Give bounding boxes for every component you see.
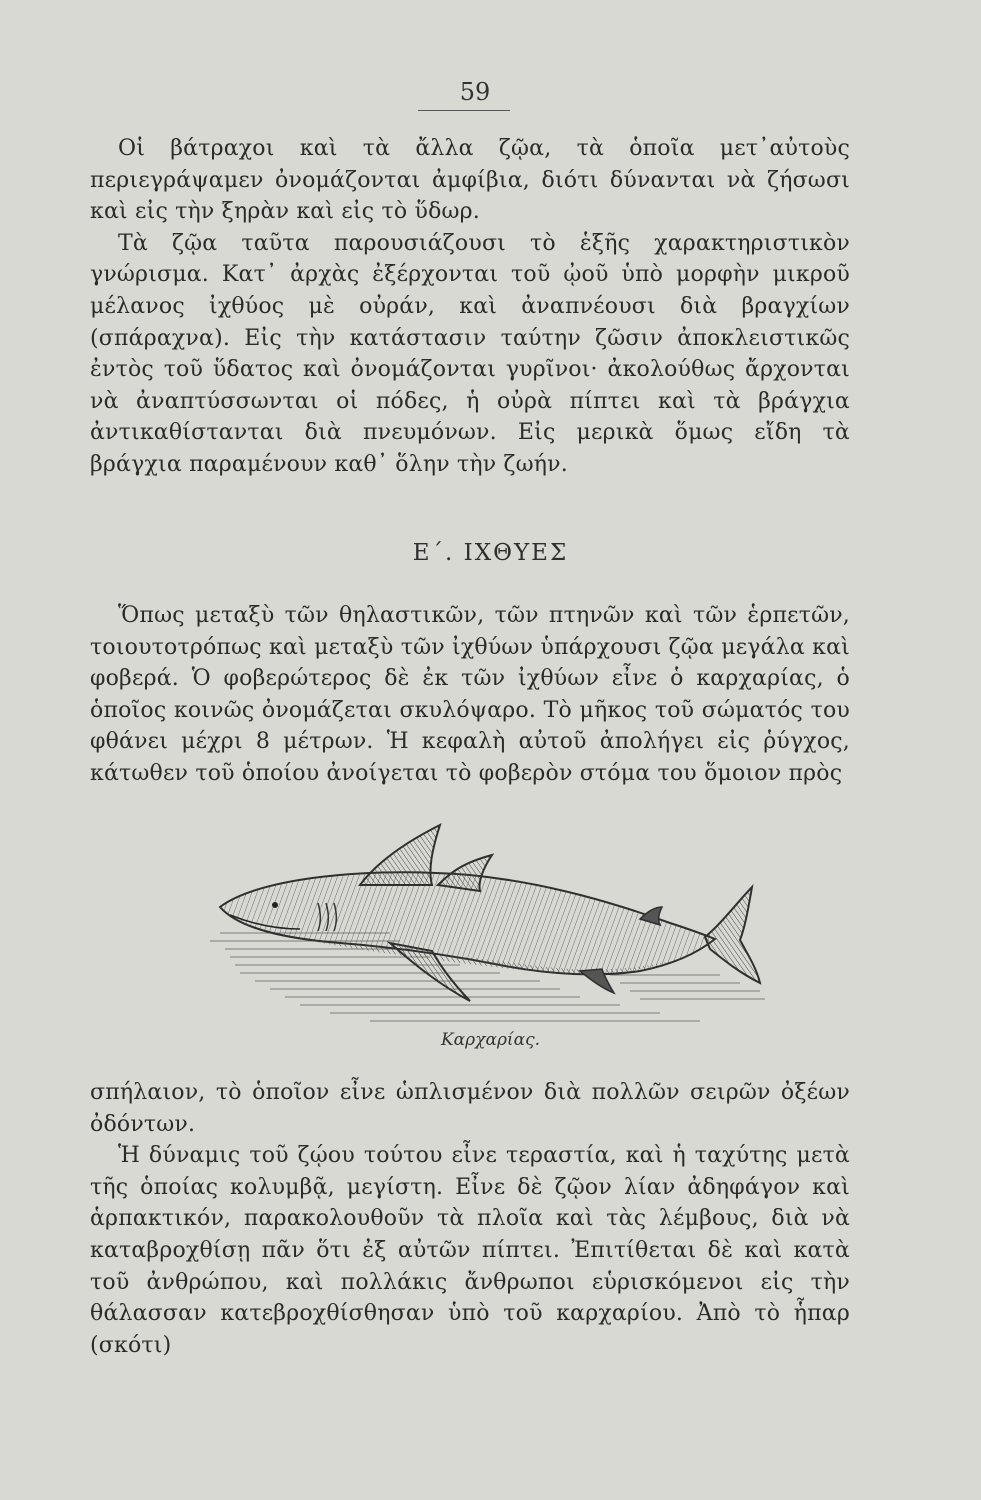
shark-illustration — [200, 815, 780, 1045]
paragraph-amphibians-development: Τὰ ζῷα ταῦτα παρουσιάζουσι τὸ ἑξῆς χαρακτηριστικὸν γνώρισμα. Κατ᾽ ἀρχὰς ἐξέρχονται τοῦ ᾠοῦ ὑπὸ μορφὴν μικροῦ μέλανος ἰχθύος μὲ οὐράν, καὶ ἀναπνέουσι διὰ βραγχίων (σπάραχνα). Εἰς τὴν κατάστασιν ταύτην ζῶσιν ἀποκλειστικῶς ἐντὸς τοῦ ὕδατος καὶ ὀνομάζονται γυρῖνοι· ἀκολούθως ἄρχονται νὰ ἀναπτύσσωνται οἱ πόδες, ἡ οὐρὰ πίπτει καὶ τὰ βράγχια ἀντικαθίστανται διὰ πνευμόνων. Εἰς μερικὰ ὅμως εἴδη τὰ βράγχια παραμένουν καθ᾽ ὅλην τὴν ζωήν. — [90, 230, 850, 477]
figure-caption: Καρχαρίας. — [440, 1030, 541, 1050]
paragraph-shark-intro: Ὅπως μεταξὺ τῶν θηλαστικῶν, τῶν πτηνῶν καὶ τῶν ἑρπετῶν, τοιουτοτρόπως καὶ μεταξὺ τῶν ἰχθύων ὑπάρχουσι ζῷα μεγάλα καὶ φοβερά. Ὁ φοβερώτερος δὲ ἐκ τῶν ἰχθύων εἶνε ὁ καρχαρίας, ὁ ὁποῖος κοινῶς ὀνομάζεται σκυλόψαρο. Τὸ μῆκος τοῦ σώματός του φθάνει μέχρι 8 μέτρων. Ἡ κεφαλὴ αὐτοῦ ἀπολήγει εἰς ῥύγχος, κάτωθεν τοῦ ὁποίου ἀνοίγεται τὸ φοβερὸν στόμα του ὅμοιον πρὸς — [90, 603, 850, 786]
page-number-rule — [418, 110, 510, 111]
paragraph-shark-teeth: σπήλαιον, τὸ ὁποῖον εἶνε ὡπλισμένον διὰ πολλῶν σειρῶν ὀξέων ὀδόντων. — [90, 1080, 850, 1137]
page-number: 59 — [459, 78, 491, 106]
shark-engraving-icon — [200, 815, 780, 1030]
shark-description-text — [90, 1077, 850, 1361]
paragraph-amphibians-intro: Οἱ βάτραχοι καὶ τὰ ἄλλα ζῷα, τὰ ὁποῖα μετ᾽αὐτοὺς περιεγράψαμεν ὀνομάζονται ἀμφίβια, διότι δύνανται νὰ ζήσωσι καὶ εἰς τὴν ξηρὰν καὶ εἰς τὸ ὕδωρ. — [90, 136, 850, 225]
paragraph-shark-behavior: Ἡ δύναμις τοῦ ζῴου τούτου εἶνε τεραστία, καὶ ἡ ταχύτης μετὰ τῆς ὁποίας κολυμβᾷ, μεγίστη. Εἶνε δὲ ζῷον λίαν ἀδηφάγον καὶ ἁρπακτικόν, παρακολουθοῦν τὰ πλοῖα καὶ τὰς λέμβους, διὰ νὰ καταβροχθίσῃ πᾶν ὅτι ἐξ αὐτῶν πίπτει. Ἐπιτίθεται δὲ καὶ κατὰ τοῦ ἀνθρώπου, καὶ πολλάκις ἄνθρωποι εὑρισκόμενοι εἰς τὴν θάλασσαν κατεβροχθίσθησαν ὑπὸ τοῦ καρχαρίου. Ἀπὸ τὸ ἧπαρ (σκότι) — [90, 1143, 850, 1358]
fishes-text — [90, 600, 850, 790]
section-heading-fishes: Ε΄. ΙΧΘΥΕΣ — [412, 540, 569, 566]
amphibians-text — [90, 133, 850, 481]
